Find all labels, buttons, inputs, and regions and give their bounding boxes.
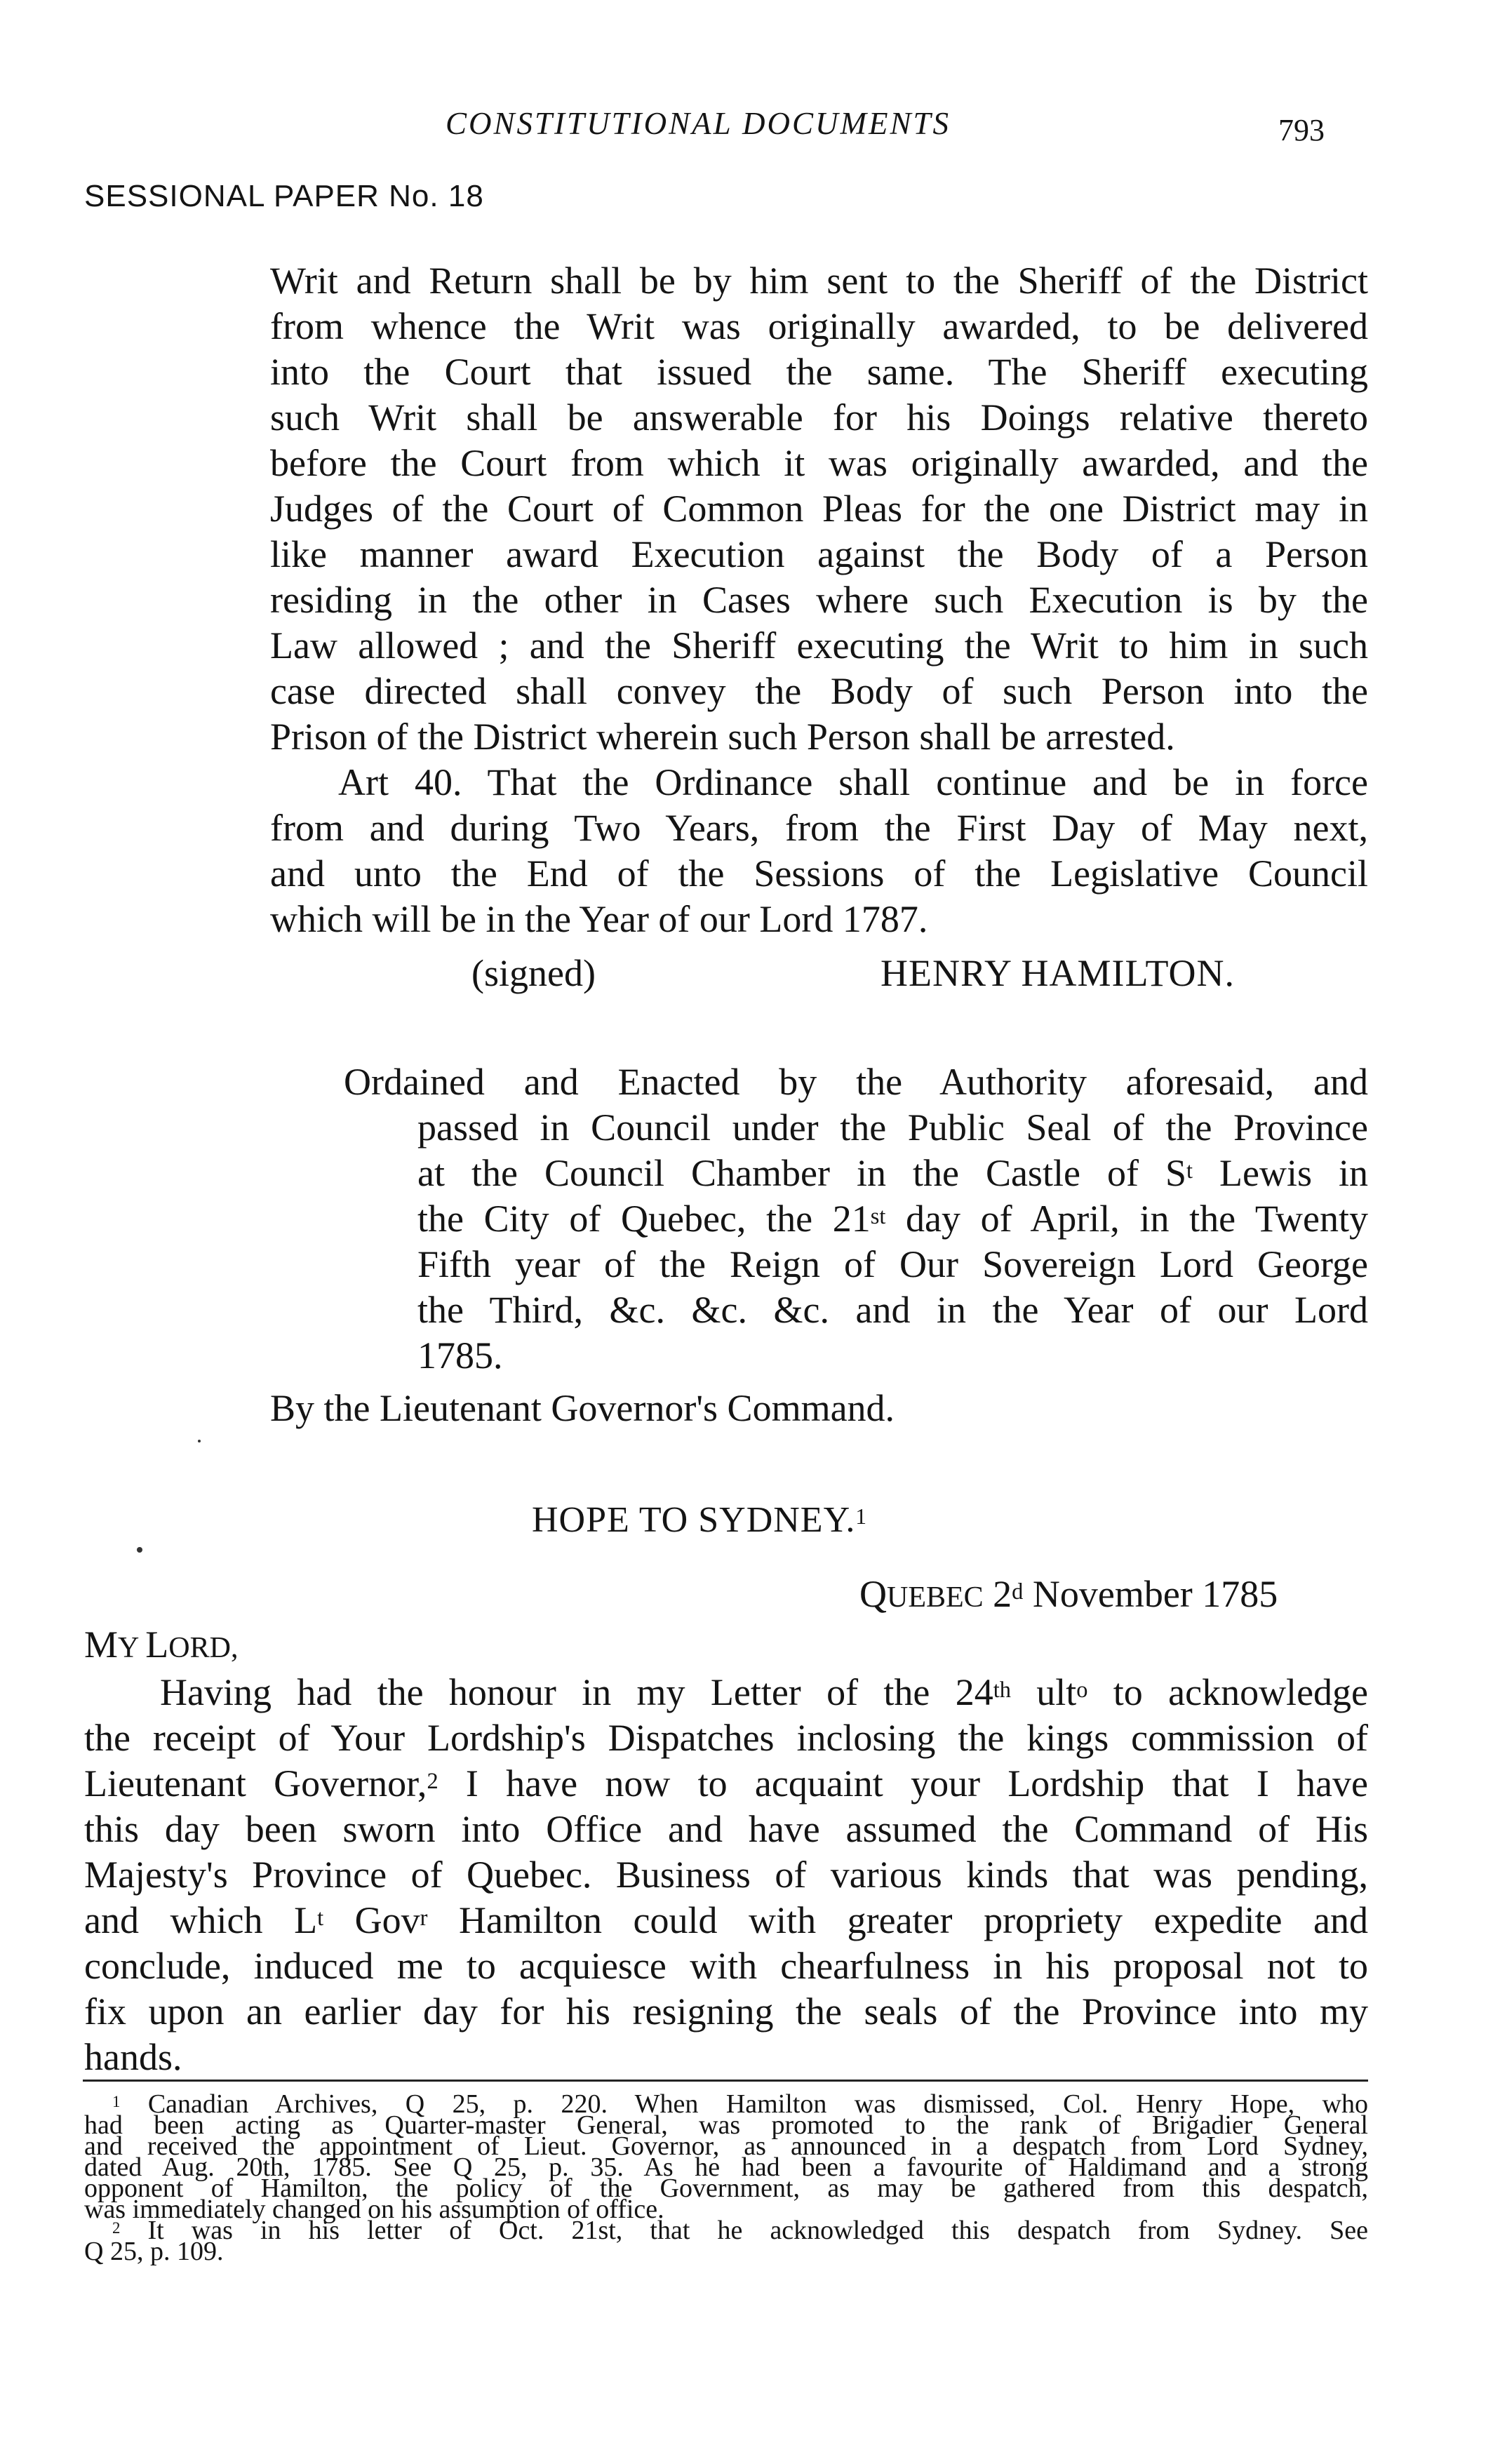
text-line: such Writ shall be answerable for his Doings relative thereto (270, 396, 1368, 438)
text-line: Ordained and Enacted by the Authority aforesaid, and (344, 1061, 1368, 1103)
text-line: Fifth year of the Reign of Our Sovereign Lord George (417, 1243, 1368, 1285)
signed-label: (signed) (471, 952, 596, 994)
text-line: Majesty's Province of Quebec. Business of various kinds that was pending, (84, 1854, 1368, 1896)
text-line: case directed shall convey the Body of such Person into the (270, 670, 1368, 712)
letter-heading: HOPE TO SYDNEY.$^1$ (532, 1500, 868, 1540)
text-line: before the Court from which it was originally awarded, and the (270, 442, 1368, 484)
text-line: which will be in the Year of our Lord 1787. (270, 898, 928, 940)
text-line: into the Court that issued the same. The Sheriff executing (270, 351, 1368, 393)
text-line: the Third, &c. &c. &c. and in the Year of our Lord (417, 1289, 1368, 1331)
text-line: and which $L^t$ Gov$^r$ Hamilton could with greater propriety expedite and (84, 1899, 1369, 1941)
text-line: conclude, induced me to acquiesce with chearfulness in his proposal not to (84, 1945, 1368, 1987)
command-line: By the Lieutenant Governor's Command. (270, 1387, 895, 1429)
footnote-1-line: opponent of Hamilton, the policy of the Government, as may be gathered from this despatch, (84, 2174, 1368, 2203)
footnote-2-line: Q 25, p. 109. (84, 2237, 224, 2266)
text-line: hands. (84, 2036, 182, 2078)
footnote-1-line: and received the appointment of Lieut. Governor, as announced in a despatch from Lord Sydney, (84, 2131, 1368, 2161)
text-line: and unto the End of the Sessions of the Legislative Council (270, 852, 1368, 895)
footnote-1-line: dated Aug. 20th, 1785. See Q 25, p. 35. As he had been a favourite of Haldimand and a strong (84, 2152, 1368, 2182)
footnote-1-line: was immediately changed on his assumption of office. (84, 2195, 664, 2224)
text-line: the receipt of Your Lordship's Dispatches inclosing the kings commission of (84, 1717, 1368, 1759)
text-line: Prison of the District wherein such Person shall be arrested. (270, 716, 1175, 758)
dateline: QUEBEC 2$^d$ November 1785 (859, 1573, 1278, 1615)
signatory-name: HENRY HAMILTON. (880, 952, 1236, 994)
footnote-1-line: had been acting as Quarter-master General, was promoted to the rank of Brigadier General (84, 2110, 1368, 2140)
sessional-paper-label: SESSIONAL PAPER No. 18 (84, 179, 484, 213)
footnote-divider (83, 2080, 1368, 2082)
text-line: Writ and Return shall be by him sent to the Sheriff of the District (270, 260, 1368, 302)
running-head: CONSTITUTIONAL DOCUMENTS (446, 106, 951, 141)
page-speck (137, 1547, 142, 1553)
text-line: Judges of the Court of Common Pleas for the one District may in (270, 488, 1368, 530)
text-line: this day been sworn into Office and have assumed the Command of His (84, 1808, 1368, 1850)
text-line: from whence the Writ was originally awarded, to be delivered (270, 305, 1368, 347)
text-line: Having had the honour in my Letter of the 24th ult$^o$ to acknowledge (160, 1671, 1368, 1713)
text-line: Law allowed ; and the Sheriff executing the Writ to him in such (270, 624, 1368, 667)
article-40-line: Art 40. That the Ordinance shall continue and be in force (338, 761, 1368, 803)
text-line: from and during Two Years, from the First Day of May next, (270, 807, 1368, 849)
text-line: passed in Council under the Public Seal of the Province (417, 1106, 1368, 1149)
text-line: fix upon an earlier day for his resigning the seals of the Province into my (84, 1990, 1368, 2033)
text-line: the City of Quebec, the 21st day of April, in the Twenty (417, 1198, 1368, 1240)
text-line: Lieutenant Governor,$^2$ I have now to acquaint your Lordship that I have (84, 1762, 1368, 1805)
page-number: 793 (1278, 113, 1325, 147)
footnote-2-line: $^2$ It was in his letter of Oct. 21st, that he acknowledged this despatch from Sydney. See (112, 2216, 1368, 2245)
text-line: at the Council Chamber in the Castle of $S^t$ Lewis in (417, 1152, 1368, 1194)
text-line: like manner award Execution against the Body of a Person (270, 533, 1368, 575)
footnote-1-line: $^1$ Canadian Archives, Q 25, p. 220. When Hamilton was dismissed, Col. Henry Hope, who (112, 2089, 1368, 2119)
text-line: 1785. (417, 1334, 503, 1377)
salutation: MY LORD, (84, 1623, 239, 1666)
page-speck (198, 1440, 201, 1442)
text-line: residing in the other in Cases where such Execution is by the (270, 579, 1368, 621)
